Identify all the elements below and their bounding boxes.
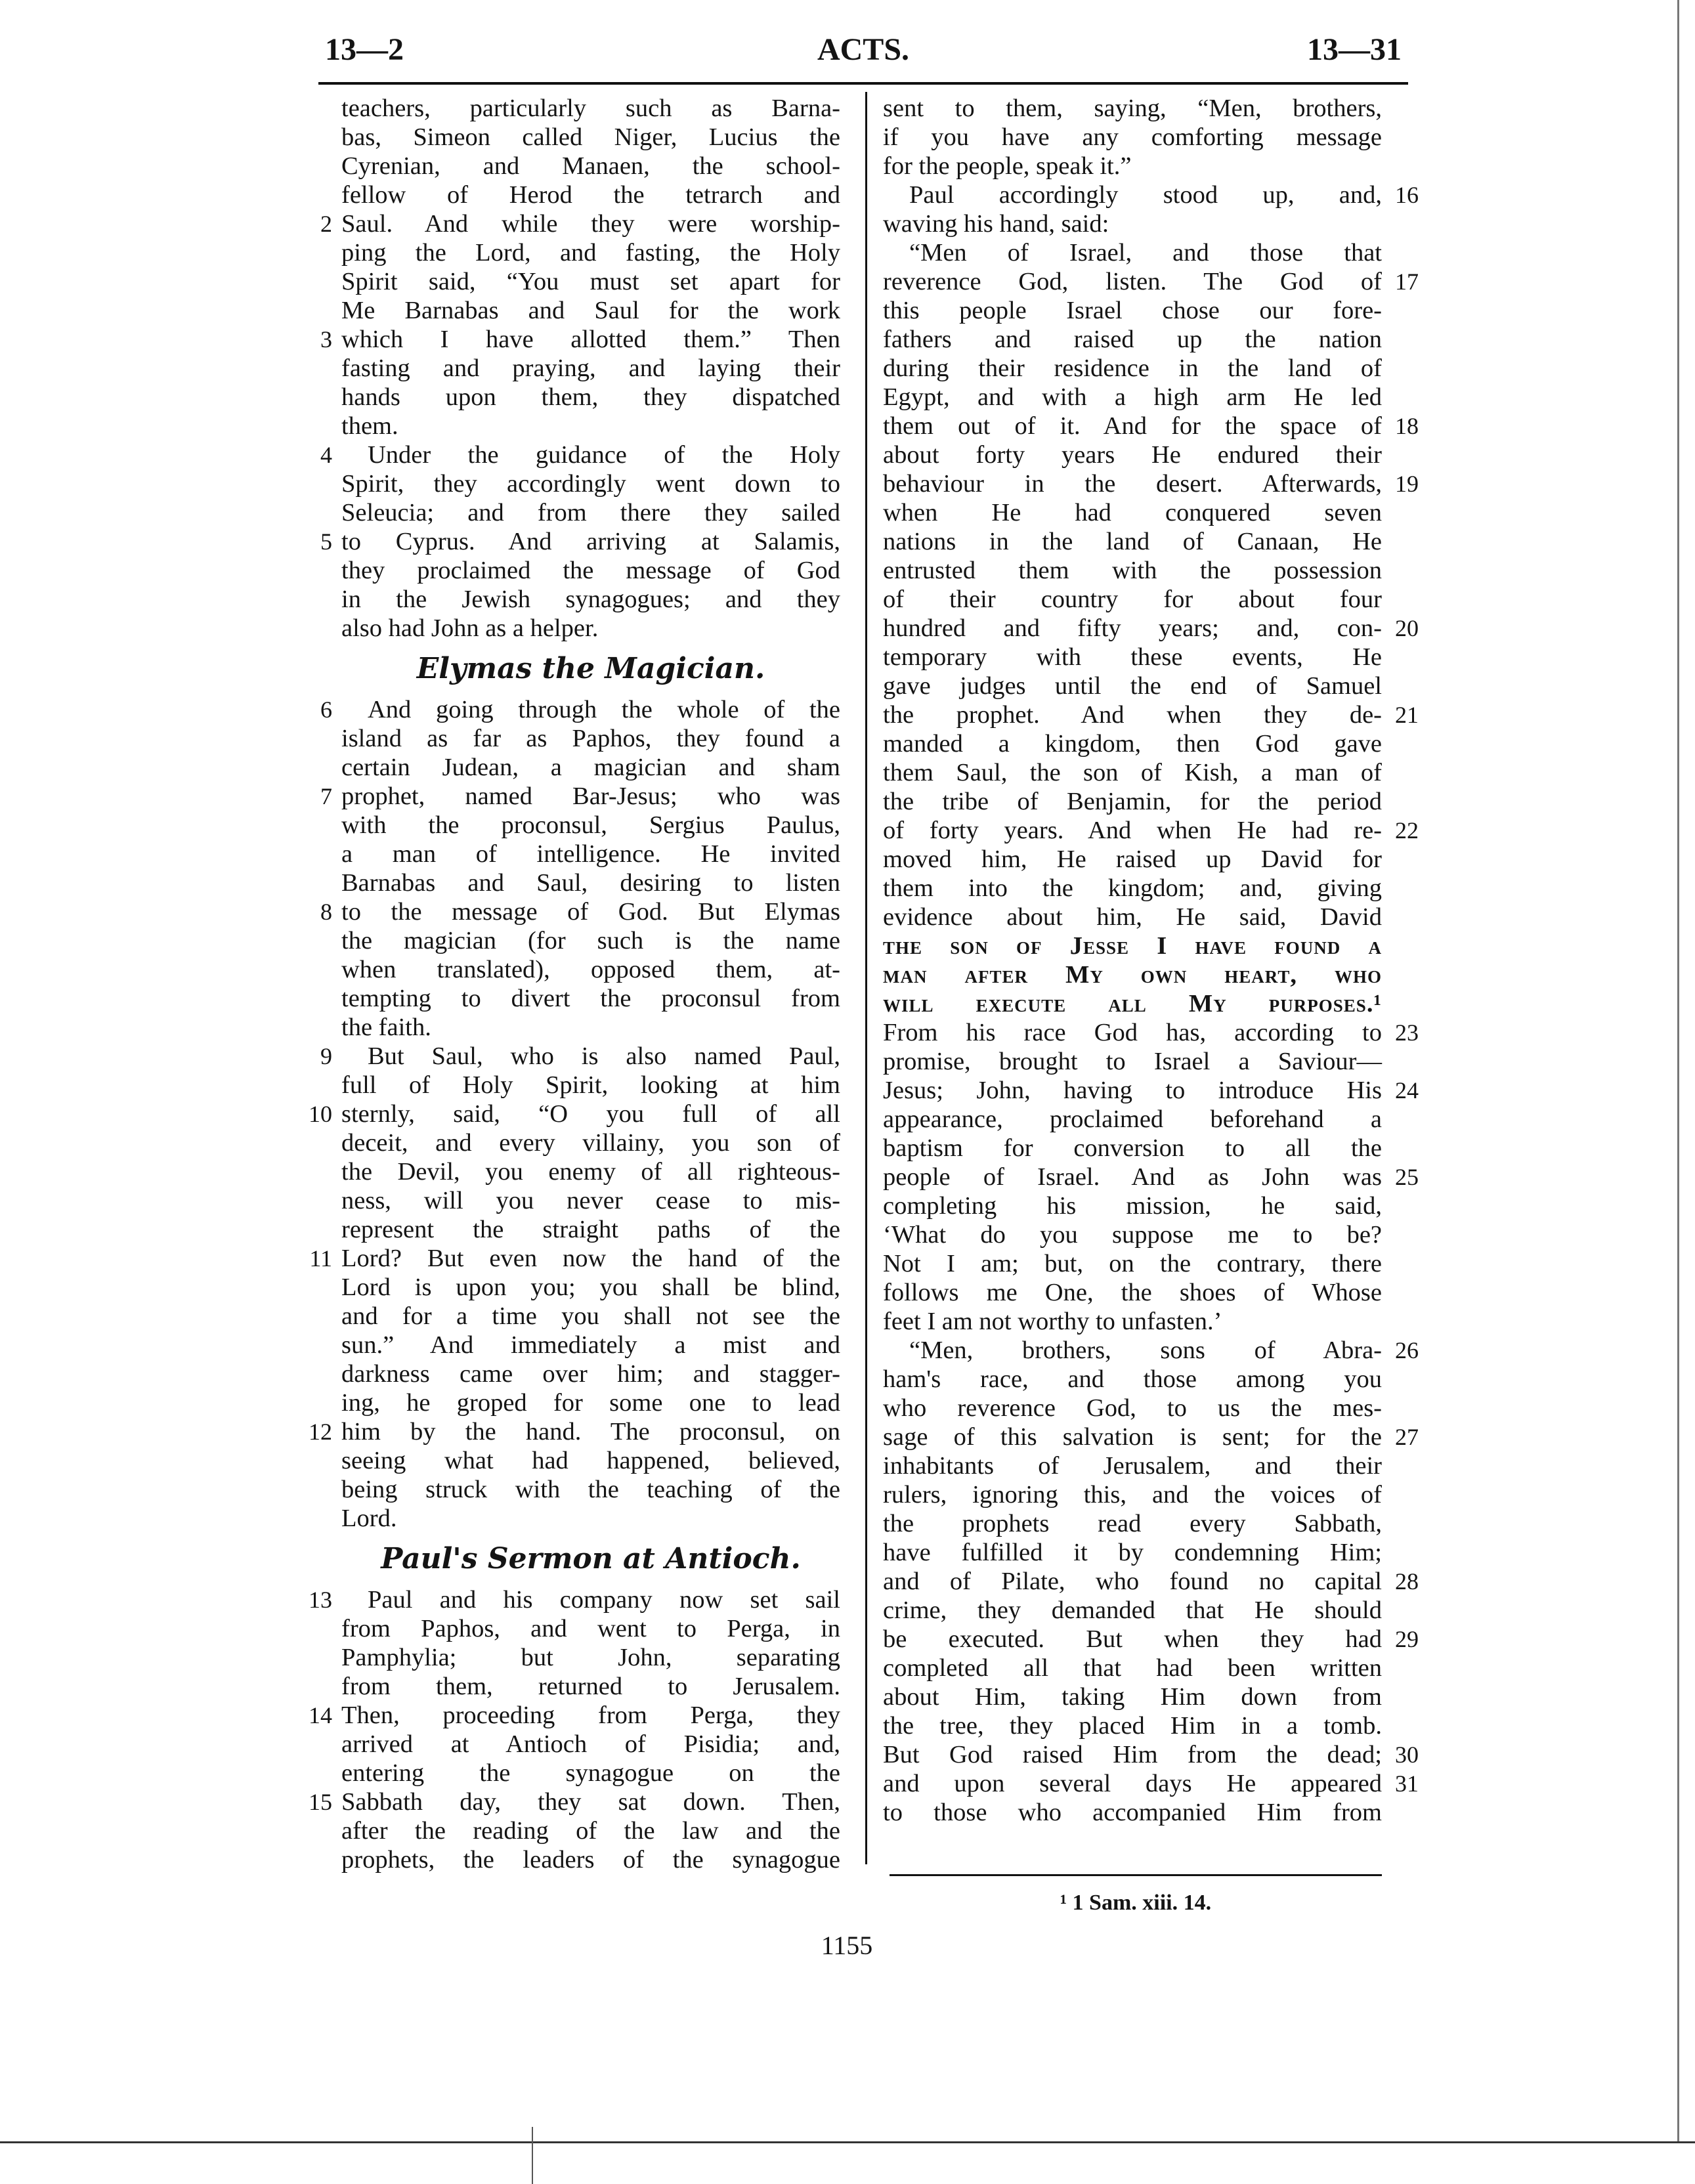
text-line: [883, 1538, 1382, 1567]
scan-edge: [1677, 0, 1679, 2141]
text-line-content: with the proconsul, Sergius Paulus,: [341, 811, 840, 839]
verse-number: 24: [1395, 1077, 1419, 1103]
text-line: [341, 1302, 840, 1331]
text-line: [883, 238, 1382, 267]
text-line: [341, 585, 840, 614]
left-column-passage-1: [320, 94, 840, 643]
text-line: [341, 1730, 840, 1759]
text-line: [883, 758, 1382, 787]
text-line-content: evidence about him, He said, David: [883, 903, 1382, 931]
text-line-content: prophet, named Bar-Jesus; who was: [341, 782, 840, 810]
text-line: [341, 614, 840, 643]
text-line-content: gave judges until the end of Samuel: [883, 672, 1382, 700]
text-line-content: nations in the land of Canaan, He: [883, 528, 1382, 555]
text-line-content: them into the kingdom; and, giving: [883, 874, 1382, 902]
text-line: [341, 840, 840, 868]
text-line-content: and for a time you shall not see the: [341, 1302, 840, 1330]
text-line: [883, 181, 1419, 209]
text-line-content: deceit, and every villainy, you son of: [341, 1129, 840, 1157]
text-line: [883, 1451, 1382, 1480]
text-line: [883, 1249, 1382, 1278]
verse-number: 23: [1395, 1019, 1419, 1046]
text-line: [883, 845, 1382, 874]
text-line: [883, 1798, 1382, 1827]
verse-number: 19: [1395, 471, 1419, 497]
text-line-content: to the message of God. But Elymas: [341, 898, 840, 926]
text-line-content: rulers, ignoring this, and the voices of: [883, 1481, 1382, 1509]
text-line: [309, 1585, 840, 1614]
text-line-content: man after My own heart, who: [883, 961, 1382, 989]
text-line: [883, 1018, 1419, 1047]
verse-number: 18: [1395, 413, 1419, 439]
text-line: [883, 672, 1382, 700]
text-line-content: fathers and raised up the nation: [883, 326, 1382, 353]
verse-number: 16: [1395, 182, 1419, 208]
text-line: [883, 1163, 1419, 1191]
text-line: [341, 753, 840, 782]
text-line-content: from Paphos, and went to Perga, in: [341, 1615, 840, 1642]
text-line-content: Lord? But even now the hand of the: [341, 1245, 840, 1272]
text-line: [883, 816, 1419, 845]
text-line-content: of their country for about four: [883, 586, 1382, 613]
text-line-content: completed all that had been written: [883, 1654, 1382, 1682]
text-line: [883, 354, 1382, 383]
text-line-content: island as far as Paphos, they found a: [341, 725, 840, 752]
text-line: [883, 383, 1382, 412]
text-line-content: And going through the whole of the: [368, 696, 840, 723]
text-line-content: Paul and his company now set sail: [368, 1586, 840, 1614]
text-line-content: about forty years He endured their: [883, 441, 1382, 469]
text-line-content: darkness came over him; and stagger-: [341, 1360, 840, 1388]
text-line-content: which I have allotted them.” Then: [341, 326, 840, 353]
text-line-content: the tree, they placed Him in a tomb.: [883, 1712, 1382, 1740]
text-line: [341, 181, 840, 209]
text-line-content: have fulfilled it by condemning Him;: [883, 1539, 1382, 1566]
text-line: [320, 527, 840, 556]
text-line-content: teachers, particularly such as Barna-: [341, 95, 840, 122]
column-divider: [865, 92, 867, 1864]
text-line: [883, 527, 1382, 556]
text-line-content: the son of Jesse I have found a: [883, 932, 1382, 960]
text-line-content: they proclaimed the message of God: [341, 557, 840, 584]
text-line-content: But Saul, who is also named Paul,: [368, 1042, 840, 1070]
verse-number: 13: [309, 1587, 332, 1613]
text-line: [883, 1423, 1419, 1451]
text-line-content: waving his hand, said:: [883, 210, 1109, 238]
text-line: [341, 1128, 840, 1157]
text-line: [883, 903, 1382, 931]
verse-number: 30: [1395, 1742, 1419, 1768]
text-line: [883, 1509, 1382, 1538]
text-line: [320, 209, 840, 238]
text-line-content: inhabitants of Jerusalem, and their: [883, 1452, 1382, 1480]
text-line-content: fasting and praying, and laying their: [341, 354, 840, 382]
text-line: [341, 1215, 840, 1244]
text-line: [320, 440, 840, 469]
text-line-content: “Men, brothers, sons of Abra-: [909, 1337, 1382, 1364]
text-line: [883, 874, 1382, 903]
text-line-content: completing his mission, he said,: [883, 1192, 1382, 1220]
text-line-content: hands upon them, they dispatched: [341, 383, 840, 411]
verse-number: 14: [309, 1702, 332, 1728]
text-line: [883, 1567, 1419, 1596]
text-line: [341, 1071, 840, 1100]
section-heading-pauls-sermon: Paul's Sermon at Antioch.: [381, 1542, 801, 1575]
text-line-content: after the reading of the law and the: [341, 1817, 840, 1845]
text-line-content: when translated), opposed them, at-: [341, 956, 840, 983]
text-line-content: promise, brought to Israel a Saviour—: [883, 1048, 1382, 1075]
section-heading-elymas: Elymas the Magician.: [416, 652, 765, 685]
text-line: [883, 1711, 1382, 1740]
verse-number: 17: [1395, 268, 1419, 295]
text-line-content: the faith.: [341, 1014, 431, 1041]
text-line-content: them Saul, the son of Kish, a man of: [883, 759, 1382, 786]
text-line: [883, 729, 1382, 758]
text-line: [341, 1759, 840, 1788]
verse-number: 9: [320, 1043, 332, 1069]
header-book-title: ACTS.: [817, 32, 910, 67]
text-line-content: Lord.: [341, 1505, 397, 1532]
text-line: [883, 152, 1382, 181]
text-line: [341, 984, 840, 1013]
text-line: [320, 695, 840, 724]
text-line: [341, 926, 840, 955]
text-line-content: will execute all My purposes.¹: [883, 990, 1382, 1017]
text-line-content: the prophet. And when they de-: [883, 701, 1382, 729]
text-line: [341, 1614, 840, 1643]
text-line: [883, 440, 1382, 469]
header-rule: [318, 82, 1408, 85]
text-line-content: Saul. And while they were worship-: [341, 210, 840, 238]
text-line-content: moved him, He raised up David for: [883, 846, 1382, 873]
text-line-content: Seleucia; and from there they sailed: [341, 499, 840, 526]
text-line-content: to those who accompanied Him from: [883, 1799, 1382, 1826]
text-line-content: the magician (for such is the name: [341, 927, 840, 954]
text-line-content: behaviour in the desert. Afterwards,: [883, 470, 1382, 498]
text-line-content: a man of intelligence. He invited: [341, 840, 840, 868]
text-line: [341, 1331, 840, 1360]
scan-bottom-tick: [532, 2127, 533, 2184]
text-line-content: Me Barnabas and Saul for the work: [341, 297, 840, 324]
text-line-content: from them, returned to Jerusalem.: [341, 1673, 840, 1700]
text-line: [883, 585, 1382, 614]
text-line: [883, 1480, 1382, 1509]
text-line-content: Pamphylia; but John, separating: [341, 1644, 840, 1671]
text-line-content: ‘What do you suppose me to be?: [883, 1221, 1382, 1249]
text-line: [883, 1278, 1382, 1307]
text-line: [341, 238, 840, 267]
running-header: [325, 32, 1402, 77]
text-line-content: in the Jewish synagogues; and they: [341, 586, 840, 613]
text-line-content: hundred and fifty years; and, con-: [883, 614, 1382, 642]
text-line: [341, 556, 840, 585]
text-line: [341, 1186, 840, 1215]
text-line-content: to Cyprus. And arriving at Salamis,: [341, 528, 840, 555]
text-line-content: entrusted them with the possession: [883, 557, 1382, 584]
text-line-content: But God raised Him from the dead;: [883, 1741, 1382, 1768]
text-line-content: sent to them, saying, “Men, brothers,: [883, 95, 1382, 122]
text-line: [341, 1475, 840, 1504]
text-line: [883, 614, 1419, 643]
verse-number: 20: [1395, 615, 1419, 641]
text-line: [320, 782, 840, 811]
verse-number: 5: [320, 528, 332, 555]
verse-number: 6: [320, 696, 332, 723]
text-line-content: Lord is upon you; you shall be blind,: [341, 1274, 840, 1301]
text-line: [341, 383, 840, 412]
text-line-content: sage of this salvation is sent; for the: [883, 1423, 1382, 1451]
text-line-content: seeing what had happened, believed,: [341, 1447, 840, 1474]
text-line-content: and of Pilate, who found no capital: [883, 1568, 1382, 1595]
text-line-content: temporary with these events, He: [883, 643, 1382, 671]
text-line-content: ham's race, and those among you: [883, 1365, 1382, 1393]
text-line-content: sternly, said, “O you full of all: [341, 1100, 840, 1128]
text-line: [883, 267, 1419, 296]
text-line-content: Barnabas and Saul, desiring to listen: [341, 869, 840, 897]
text-line: [883, 1076, 1419, 1105]
text-line: [341, 1816, 840, 1845]
text-line-content: the tribe of Benjamin, for the period: [883, 788, 1382, 815]
text-line: [883, 209, 1382, 238]
text-line-content: being struck with the teaching of the: [341, 1476, 840, 1503]
text-line: [341, 811, 840, 840]
text-line: [883, 412, 1419, 440]
text-line: [883, 1365, 1382, 1394]
verse-number: 2: [320, 211, 332, 237]
text-line-content: arrived at Antioch of Pisidia; and,: [341, 1730, 840, 1758]
text-line: [883, 1336, 1419, 1365]
text-line-content: entering the synagogue on the: [341, 1759, 840, 1787]
text-line: [883, 1105, 1382, 1134]
text-line: [883, 498, 1382, 527]
verse-number: 22: [1395, 817, 1419, 844]
text-line-content: Spirit, they accordingly went down to: [341, 470, 840, 498]
text-line-content: Spirit said, “You must set apart for: [341, 268, 840, 295]
text-line: [883, 1740, 1419, 1769]
text-line: [883, 469, 1419, 498]
text-line: [341, 955, 840, 984]
verse-number: 21: [1395, 702, 1419, 728]
text-line-content: also had John as a helper.: [341, 614, 599, 642]
text-line-content: the prophets read every Sabbath,: [883, 1510, 1382, 1537]
text-line: [883, 1191, 1382, 1220]
text-line: [341, 868, 840, 897]
text-line: [883, 1625, 1419, 1654]
text-line: [341, 1643, 840, 1672]
verse-number: 28: [1395, 1568, 1419, 1595]
text-line-content: people of Israel. And as John was: [883, 1163, 1382, 1191]
right-column: [883, 94, 1419, 1827]
text-line: [341, 1013, 840, 1042]
text-line: [341, 123, 840, 152]
text-line: [341, 1845, 840, 1874]
text-line-content: follows me One, the shoes of Whose: [883, 1279, 1382, 1306]
text-line: [341, 1388, 840, 1417]
text-line-content: “Men of Israel, and those that: [909, 239, 1382, 267]
text-line-content: crime, they demanded that He should: [883, 1596, 1382, 1624]
text-line-content: fellow of Herod the tetrarch and: [341, 181, 840, 209]
text-line-content: and upon several days He appeared: [883, 1770, 1382, 1797]
text-line: [883, 931, 1382, 960]
text-line: [883, 960, 1382, 989]
text-line: [341, 469, 840, 498]
text-line: [309, 1417, 840, 1446]
text-line-content: bas, Simeon called Niger, Lucius the: [341, 123, 840, 151]
text-line: [883, 1307, 1382, 1336]
text-line-content: if you have any comforting message: [883, 123, 1382, 151]
text-line: [309, 1701, 840, 1730]
text-line-content: Jesus; John, having to introduce His: [883, 1077, 1382, 1104]
text-line: [320, 325, 840, 354]
text-line-content: of forty years. And when He had re-: [883, 817, 1382, 844]
footnote: ¹ 1 Sam. xiii. 14.: [1060, 1891, 1212, 1915]
verse-number: 4: [320, 442, 332, 468]
text-line-content: feet I am not worthy to unfasten.’: [883, 1308, 1222, 1335]
text-line: [883, 123, 1382, 152]
text-line: [341, 1360, 840, 1388]
text-line: [309, 1100, 840, 1128]
text-line: [341, 1157, 840, 1186]
text-line: [883, 1654, 1382, 1682]
text-line-content: manded a kingdom, then God gave: [883, 730, 1382, 758]
text-line-content: Paul accordingly stood up, and,: [909, 181, 1382, 209]
text-line: [341, 152, 840, 181]
header-chapter-start: 13—2: [325, 32, 404, 67]
text-line: [309, 1244, 840, 1273]
text-line-content: ness, will you never cease to mis-: [341, 1187, 840, 1214]
verse-number: 3: [320, 326, 332, 353]
text-line-content: represent the straight paths of the: [341, 1216, 840, 1243]
text-line: [883, 787, 1382, 816]
text-line-content: him by the hand. The proconsul, on: [341, 1418, 840, 1445]
text-line: [341, 1273, 840, 1302]
verse-number: 15: [309, 1789, 332, 1815]
text-line-content: them.: [341, 412, 398, 440]
text-line: [320, 897, 840, 926]
text-line: [883, 700, 1419, 729]
text-line-content: baptism for conversion to all the: [883, 1134, 1382, 1162]
left-column: [309, 94, 840, 1874]
text-line: [341, 412, 840, 440]
text-line-content: full of Holy Spirit, looking at him: [341, 1071, 840, 1099]
verse-number: 31: [1395, 1770, 1419, 1797]
text-line-content: certain Judean, a magician and sham: [341, 754, 840, 781]
text-line: [341, 1672, 840, 1701]
verse-number: 25: [1395, 1164, 1419, 1190]
verse-number: 26: [1395, 1337, 1419, 1363]
text-line: [341, 498, 840, 527]
verse-number: 7: [320, 783, 332, 809]
text-line-content: prophets, the leaders of the synagogue: [341, 1846, 840, 1874]
text-line-content: who reverence God, to us the mes-: [883, 1394, 1382, 1422]
text-line-content: be executed. But when they had: [883, 1625, 1382, 1653]
text-line-content: Not I am; but, on the contrary, there: [883, 1250, 1382, 1277]
text-line: [883, 1769, 1419, 1798]
verse-number: 8: [320, 899, 332, 925]
text-line: [309, 1788, 840, 1816]
text-line: [883, 643, 1382, 672]
text-line: [883, 296, 1382, 325]
text-line-content: for the people, speak it.”: [883, 152, 1132, 180]
text-line: [883, 325, 1382, 354]
text-line: [883, 1394, 1382, 1423]
text-line: [883, 1134, 1382, 1163]
text-line-content: ping the Lord, and fasting, the Holy: [341, 239, 840, 267]
verse-number: 27: [1395, 1424, 1419, 1450]
text-line-content: Egypt, and with a high arm He led: [883, 383, 1382, 411]
text-line: [883, 989, 1382, 1018]
footnote-rule: [890, 1874, 1382, 1876]
text-line: [883, 1047, 1382, 1076]
text-line-content: Under the guidance of the Holy: [368, 441, 840, 469]
text-line: [320, 1042, 840, 1071]
text-line: [341, 724, 840, 753]
text-line-content: them out of it. And for the space of: [883, 412, 1382, 440]
text-line: [341, 1446, 840, 1475]
text-line: [883, 94, 1382, 123]
verse-number: 10: [309, 1101, 332, 1127]
text-line-content: sun.” And immediately a mist and: [341, 1331, 840, 1359]
text-line: [341, 267, 840, 296]
right-column-passage: [883, 94, 1419, 1827]
text-line-content: appearance, proclaimed beforehand a: [883, 1105, 1382, 1133]
text-line-content: about Him, taking Him down from: [883, 1683, 1382, 1711]
text-line-content: tempting to divert the proconsul from: [341, 985, 840, 1012]
text-line-content: this people Israel chose our fore-: [883, 297, 1382, 324]
header-chapter-end: 13—31: [1307, 32, 1402, 67]
text-line-content: Sabbath day, they sat down. Then,: [341, 1788, 840, 1816]
text-line-content: Cyrenian, and Manaen, the school-: [341, 152, 840, 180]
text-line: [341, 1504, 840, 1533]
text-line: [883, 1596, 1382, 1625]
text-line-content: Then, proceeding from Perga, they: [341, 1702, 840, 1729]
verse-number: 12: [309, 1419, 332, 1445]
scan-bottom-edge: [0, 2141, 1695, 2143]
text-line: [883, 1220, 1382, 1249]
text-line-content: when He had conquered seven: [883, 499, 1382, 526]
text-line-content: the Devil, you enemy of all righteous-: [341, 1158, 840, 1186]
verse-number: 29: [1395, 1626, 1419, 1652]
text-line-content: From his race God has, according to: [883, 1019, 1382, 1046]
page-number: 1155: [821, 1931, 873, 1960]
verse-number: 11: [309, 1245, 332, 1272]
text-line: [341, 94, 840, 123]
text-line: [883, 1682, 1382, 1711]
left-column-passage-3: [309, 1585, 840, 1874]
text-line-content: reverence God, listen. The God of: [883, 268, 1382, 295]
text-line: [883, 556, 1382, 585]
text-line-content: ing, he groped for some one to lead: [341, 1389, 840, 1417]
text-line: [341, 354, 840, 383]
text-line: [341, 296, 840, 325]
text-line-content: during their residence in the land of: [883, 354, 1382, 382]
left-column-passage-2: [309, 695, 840, 1533]
